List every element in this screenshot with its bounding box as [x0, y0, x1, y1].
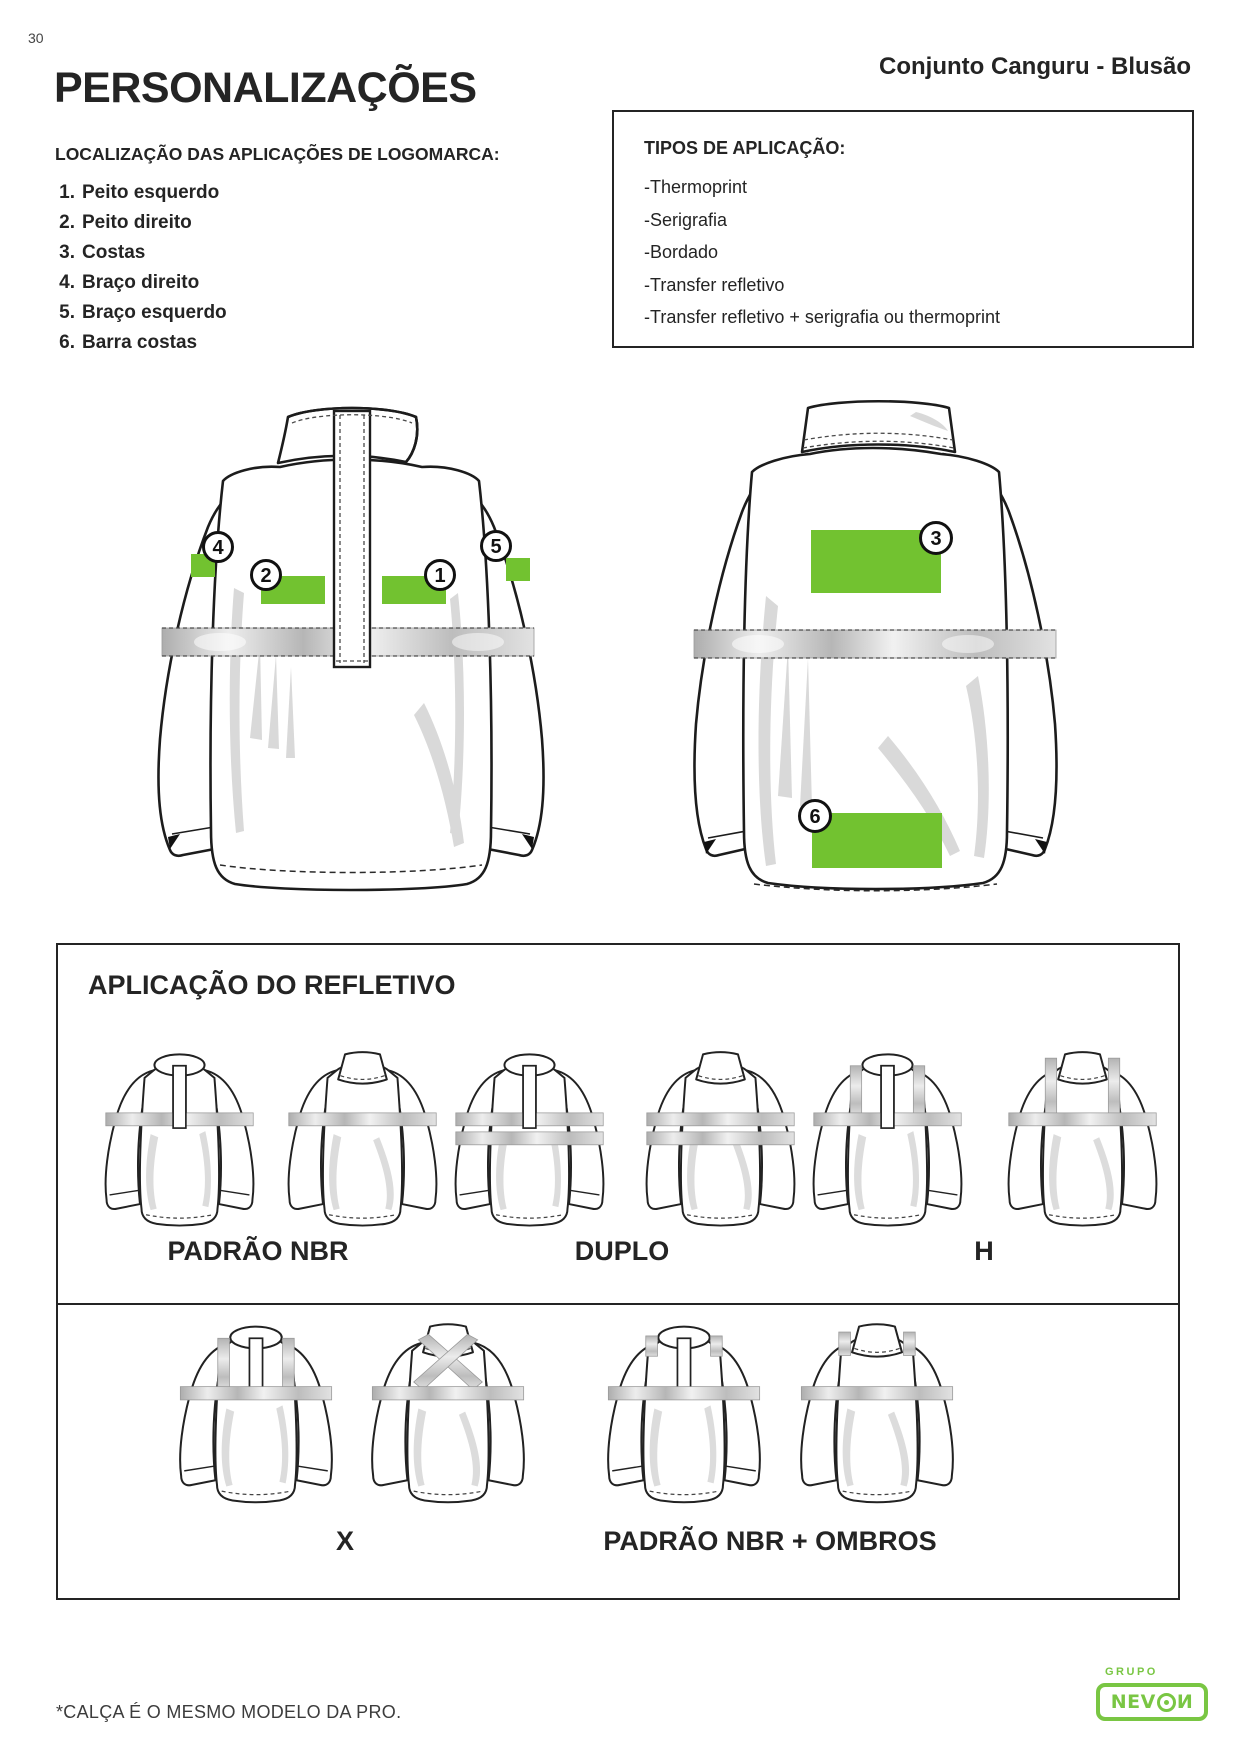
marker-6: [800, 801, 831, 832]
jacket-front-diagram: [128, 403, 548, 903]
variant-label-h: H: [974, 1236, 994, 1266]
application-type: -Thermoprint: [644, 177, 748, 197]
reflective-heading: APLICAÇÃO DO REFLETIVO: [88, 970, 456, 1000]
mini-jacket-h-back: [995, 1046, 1170, 1236]
variant-label-x: X: [335, 1526, 354, 1556]
svg-text:6: 6: [809, 806, 821, 828]
mini-jacket-x-front: [161, 1318, 351, 1513]
brand-group-label: GRUPO: [1105, 1666, 1158, 1678]
mini-jacket-ombros-front: [589, 1318, 779, 1513]
logo-locations-heading: LOCALIZAÇÃO DAS APLICAÇÕES DE LOGOMARCA:: [55, 144, 500, 164]
list-item: 1. Peito esquerdo: [59, 182, 220, 203]
variant-label-nbr: PADRÃO NBR: [167, 1236, 349, 1266]
list-item: 6. Barra costas: [59, 332, 198, 353]
box-divider: [56, 1303, 1180, 1305]
footnote: *CALÇA É O MESMO MODELO DA PRO.: [56, 1702, 402, 1722]
marker-4: [204, 533, 233, 562]
page-title: PERSONALIZAÇÕES: [54, 64, 477, 112]
jacket-back-diagram: [638, 396, 1088, 908]
svg-text:4: 4: [212, 537, 224, 559]
brand-logo-box: [1096, 1683, 1208, 1721]
brand-logo: [1096, 1666, 1210, 1721]
list-item: 4. Braço direito: [59, 272, 200, 293]
mini-jacket-h-front: [800, 1046, 975, 1236]
list-item: 3. Costas: [59, 242, 146, 263]
application-type: -Transfer refletivo: [644, 274, 785, 295]
svg-text:1: 1: [434, 565, 446, 587]
application-type: -Serigrafia: [644, 209, 728, 230]
logo-area-braco-esquerdo: [506, 558, 530, 581]
application-types-heading: TIPOS DE APLICAÇÃO:: [644, 138, 846, 158]
list-item: 2. Peito direito: [59, 212, 192, 233]
variant-label-duplo: DUPLO: [574, 1236, 670, 1266]
list-item: 5. Braço esquerdo: [59, 302, 227, 323]
marker-1: [426, 561, 455, 590]
page-number: 30: [28, 30, 44, 46]
logo-area-barra-costas: [812, 813, 942, 868]
svg-text:5: 5: [490, 536, 502, 558]
mini-jacket-nbr-back: [275, 1046, 450, 1236]
logo-locations-list: [55, 178, 227, 358]
brand-name-end: И: [1176, 1691, 1194, 1713]
marker-3: [921, 523, 952, 554]
mini-jacket-ombros-back: [782, 1318, 972, 1513]
application-type: -Bordado: [644, 242, 719, 262]
mini-jacket-x-back: [353, 1318, 543, 1513]
application-type: -Transfer refletivo + serigrafia ou thermoprint: [644, 307, 1000, 327]
mini-jacket-nbr-front: [92, 1046, 267, 1236]
brand-o-dot-icon: [1157, 1693, 1176, 1712]
brand-name-start: NEV: [1110, 1691, 1156, 1713]
mini-jacket-duplo-front: [442, 1046, 617, 1236]
svg-text:2: 2: [260, 565, 272, 587]
application-types-box: [612, 110, 1194, 348]
marker-2: [252, 561, 281, 590]
marker-5: [482, 532, 511, 561]
mini-jacket-duplo-back: [633, 1046, 808, 1236]
svg-text:3: 3: [930, 528, 942, 550]
product-title: Conjunto Canguru - Blusão: [879, 53, 1191, 80]
variant-label-nbr-ombros: PADRÃO NBR + OMBROS: [603, 1526, 937, 1556]
